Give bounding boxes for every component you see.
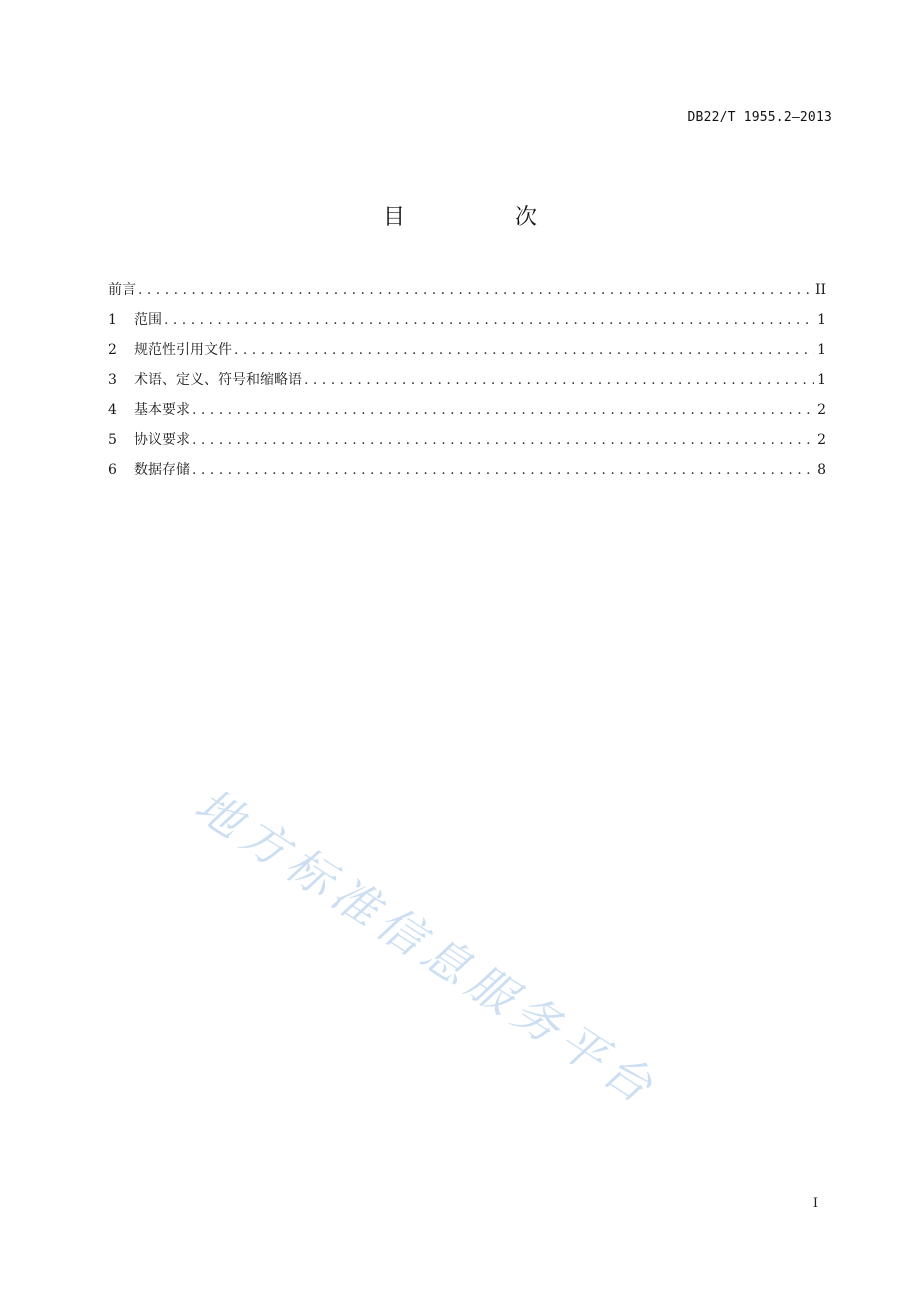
toc-entry-label: 术语、定义、符号和缩略语 — [134, 372, 302, 388]
toc-leader-dots — [192, 398, 814, 422]
toc-entry-label: 基本要求 — [134, 402, 190, 418]
toc-entry-label: 规范性引用文件 — [134, 342, 232, 358]
toc-leader-dots — [304, 368, 814, 392]
toc-entry-page: II — [814, 282, 826, 298]
toc-entry-number: 3 — [108, 372, 117, 388]
toc-entry-page: 2 — [817, 402, 826, 418]
toc-entry-label: 前言 — [108, 282, 136, 298]
toc-entry-number: 4 — [108, 402, 117, 418]
toc-entry-label: 协议要求 — [134, 432, 190, 448]
toc-entry-terms[interactable] — [108, 368, 826, 398]
toc-entry-number: 6 — [108, 462, 117, 478]
toc-entry-number: 5 — [108, 432, 117, 448]
toc-leader-dots — [192, 428, 814, 452]
toc-entry-normative-references[interactable] — [108, 338, 826, 368]
toc-leader-dots — [164, 308, 814, 332]
watermark: 地方标准信息服务平台 — [185, 777, 668, 1117]
toc-leader-dots — [192, 458, 814, 482]
toc-title: 目 次 — [382, 205, 581, 230]
toc-entry-scope[interactable] — [108, 308, 826, 338]
toc-entry-page: 8 — [817, 462, 826, 478]
toc-entry-protocol-requirements[interactable] — [108, 428, 826, 458]
toc-entry-page: 1 — [817, 342, 826, 358]
toc-entry-data-storage[interactable] — [108, 458, 826, 488]
toc-leader-dots — [138, 278, 813, 302]
page-number: I — [812, 1196, 818, 1211]
toc-entry-page: 1 — [817, 312, 826, 328]
toc-entry-basic-requirements[interactable] — [108, 398, 826, 428]
toc-entry-page: 2 — [817, 432, 826, 448]
toc-entry-foreword[interactable] — [108, 278, 826, 308]
toc-entry-label: 数据存储 — [134, 462, 190, 478]
toc-entry-number: 2 — [108, 342, 117, 358]
toc-leader-dots — [234, 338, 814, 362]
document-code: DB22/T 1955.2—2013 — [687, 110, 832, 125]
table-of-contents — [108, 278, 826, 488]
toc-entry-number: 1 — [108, 312, 117, 328]
toc-entry-page: 1 — [817, 372, 826, 388]
toc-entry-label: 范围 — [134, 312, 162, 328]
